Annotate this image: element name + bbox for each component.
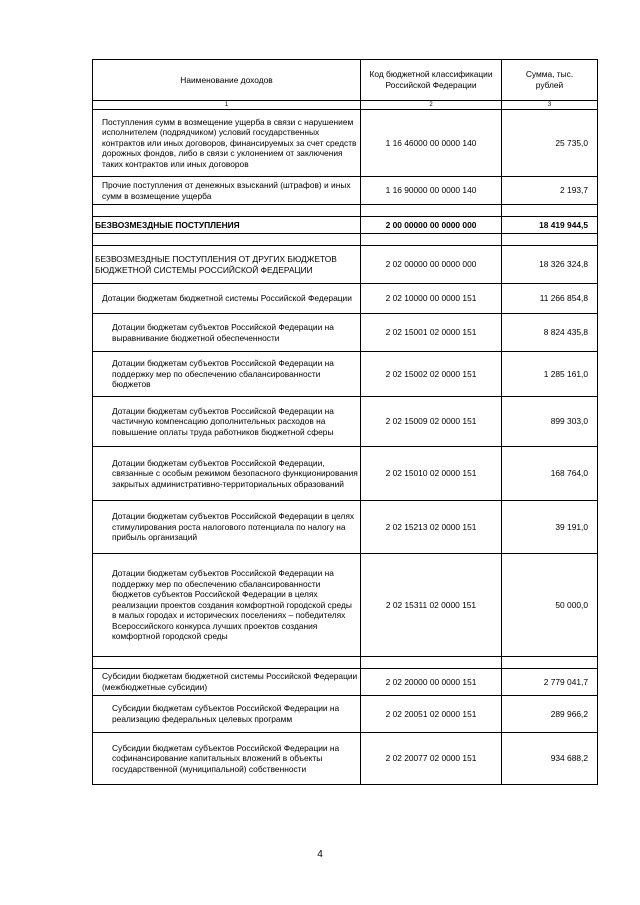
table-row [93, 501, 598, 554]
revenue-table [92, 59, 598, 785]
revenue-amount: 8 824 435,8 [502, 314, 598, 352]
revenue-code: 2 02 10000 00 0000 151 [361, 284, 502, 314]
revenue-code: 2 02 15213 02 0000 151 [361, 501, 502, 554]
column-number: 3 [502, 101, 598, 110]
revenue-name: Дотации бюджетам субъектов Российской Федерации на поддержку мер по обеспечению сбалансированности бюджетов субъектов Российской Федерации в целях реализации проектов создания комфортной городской среды в малых городах и исторических поселениях – победителях Всероссийского конкурса лучших проектов создания комфортной городской среды [93, 554, 361, 657]
revenue-name: Дотации бюджетам субъектов Российской Федерации в целях стимулирования роста налогового потенциала по налогу на прибыль организаций [93, 501, 361, 554]
revenue-amount: 18 419 944,5 [502, 217, 598, 234]
revenue-code: 2 02 20077 02 0000 151 [361, 733, 502, 785]
header-name: Наименование доходов [93, 60, 361, 101]
header-amount: Сумма, тыс. рублей [502, 60, 598, 101]
table-row [93, 397, 598, 447]
page-number: 4 [317, 849, 323, 860]
revenue-amount: 18 326 324,8 [502, 246, 598, 284]
table-row [93, 447, 598, 501]
revenue-name: Прочие поступления от денежных взысканий (штрафов) и иных сумм в возмещение ущерба [93, 177, 361, 205]
spacer-row [93, 234, 598, 246]
column-number-row [93, 101, 598, 110]
header-code: Код бюджетной классификации Российской Федерации [361, 60, 502, 101]
spacer-row [93, 657, 598, 669]
table-row [93, 177, 598, 205]
revenue-name: Поступления сумм в возмещение ущерба в связи с нарушением исполнителем (подрядчиком) условий государственных контрактов или иных договоров, финансируемых за счет средств дорожных фондов, либо в связи с уклонением от заключения таких контрактов или иных договоров [93, 110, 361, 177]
revenue-name: БЕЗВОЗМЕЗДНЫЕ ПОСТУПЛЕНИЯ [93, 217, 361, 234]
table-header-row [93, 60, 598, 101]
revenue-code: 1 16 90000 00 0000 140 [361, 177, 502, 205]
revenue-code: 2 02 15311 02 0000 151 [361, 554, 502, 657]
table-row [93, 314, 598, 352]
revenue-amount: 1 285 161,0 [502, 352, 598, 397]
table-row [93, 246, 598, 284]
revenue-name: Субсидии бюджетам субъектов Российской Федерации на софинансирование капитальных вложений в объекты государственной (муниципальной) собственности [93, 733, 361, 785]
column-number: 1 [93, 101, 361, 110]
revenue-amount: 899 303,0 [502, 397, 598, 447]
revenue-name: Дотации бюджетам субъектов Российской Федерации на выравнивание бюджетной обеспеченности [93, 314, 361, 352]
table-row [93, 696, 598, 733]
revenue-amount: 289 966,2 [502, 696, 598, 733]
revenue-name: Дотации бюджетам бюджетной системы Российской Федерации [93, 284, 361, 314]
revenue-code: 2 02 00000 00 0000 000 [361, 246, 502, 284]
revenue-amount: 934 688,2 [502, 733, 598, 785]
table-row [93, 284, 598, 314]
revenue-code: 2 02 15001 02 0000 151 [361, 314, 502, 352]
column-number: 2 [361, 101, 502, 110]
table-row [93, 217, 598, 234]
table-row [93, 669, 598, 696]
revenue-name: Дотации бюджетам субъектов Российской Федерации на поддержку мер по обеспечению сбалансированности бюджетов [93, 352, 361, 397]
table-row [93, 352, 598, 397]
revenue-amount: 39 191,0 [502, 501, 598, 554]
revenue-code: 2 02 15002 02 0000 151 [361, 352, 502, 397]
revenue-name: Дотации бюджетам субъектов Российской Федерации на частичную компенсацию дополнительных расходов на повышение оплаты труда работников бюджетной сферы [93, 397, 361, 447]
table-row [93, 110, 598, 177]
table-row [93, 733, 598, 785]
revenue-code: 1 16 46000 00 0000 140 [361, 110, 502, 177]
revenue-amount: 50 000,0 [502, 554, 598, 657]
revenue-name: Дотации бюджетам субъектов Российской Федерации, связанные с особым режимом безопасного функционирования закрытых административно-территориальных образований [93, 447, 361, 501]
revenue-amount: 2 193,7 [502, 177, 598, 205]
table-row [93, 554, 598, 657]
revenue-name: Субсидии бюджетам субъектов Российской Федерации на реализацию федеральных целевых программ [93, 696, 361, 733]
revenue-code: 2 02 20000 00 0000 151 [361, 669, 502, 696]
revenue-amount: 11 266 854,8 [502, 284, 598, 314]
revenue-code: 2 02 15009 02 0000 151 [361, 397, 502, 447]
revenue-name: Субсидии бюджетам бюджетной системы Российской Федерации (межбюджетные субсидии) [93, 669, 361, 696]
revenue-amount: 2 779 041,7 [502, 669, 598, 696]
revenue-code: 2 02 20051 02 0000 151 [361, 696, 502, 733]
spacer-row [93, 205, 598, 217]
revenue-code: 2 02 15010 02 0000 151 [361, 447, 502, 501]
revenue-amount: 168 764,0 [502, 447, 598, 501]
revenue-amount: 25 735,0 [502, 110, 598, 177]
revenue-code: 2 00 00000 00 0000 000 [361, 217, 502, 234]
revenue-name: БЕЗВОЗМЕЗДНЫЕ ПОСТУПЛЕНИЯ ОТ ДРУГИХ БЮДЖЕТОВ БЮДЖЕТНОЙ СИСТЕМЫ РОССИЙСКОЙ ФЕДЕРАЦИИ [93, 246, 361, 284]
